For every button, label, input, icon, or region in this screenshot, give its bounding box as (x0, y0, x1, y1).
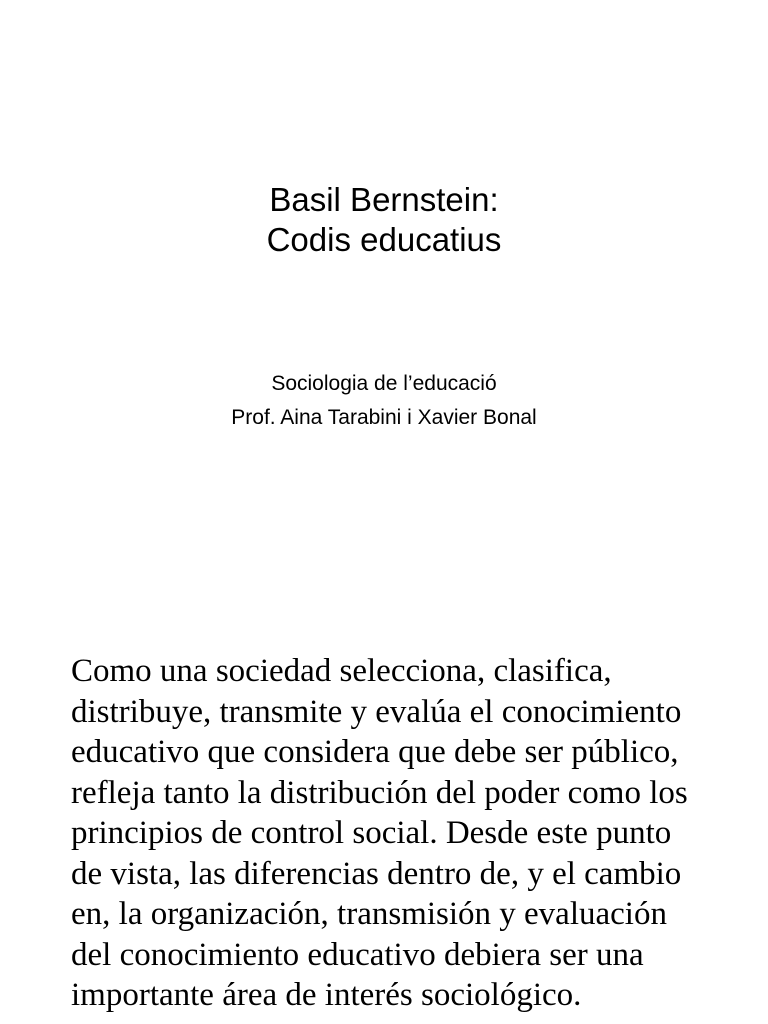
quote-line: educativo que considera que debe ser público, (71, 734, 679, 770)
title-line-2: Codis educatius (266, 221, 502, 258)
quote-line: de vista, las diferencias dentro de, y el cambio (71, 855, 682, 892)
quote-line: distribuye, transmite y evalúa el conocimiento (71, 693, 682, 730)
professors-line: Prof. Aina Tarabini i Xavier Bonal (231, 406, 537, 429)
quote-line: importante área de interés sociológico. (71, 977, 582, 1013)
course-name: Sociologia de l’educació (271, 372, 497, 395)
title-line-1: Basil Bernstein: (269, 181, 499, 218)
quote-line: en, la organización, transmisión y evaluación (71, 896, 667, 932)
quote-line: Como una sociedad selecciona, clasifica, (71, 653, 612, 689)
quote-paragraph (71, 651, 751, 1016)
quote-line: principios de control social. Desde este punto (71, 815, 672, 851)
quote-line: refleja tanto la distribución del poder como los (71, 774, 688, 811)
slide-subtitle (0, 367, 768, 435)
slide-title (0, 180, 768, 260)
quote-line: del conocimiento educativo debiera ser una (71, 936, 644, 973)
